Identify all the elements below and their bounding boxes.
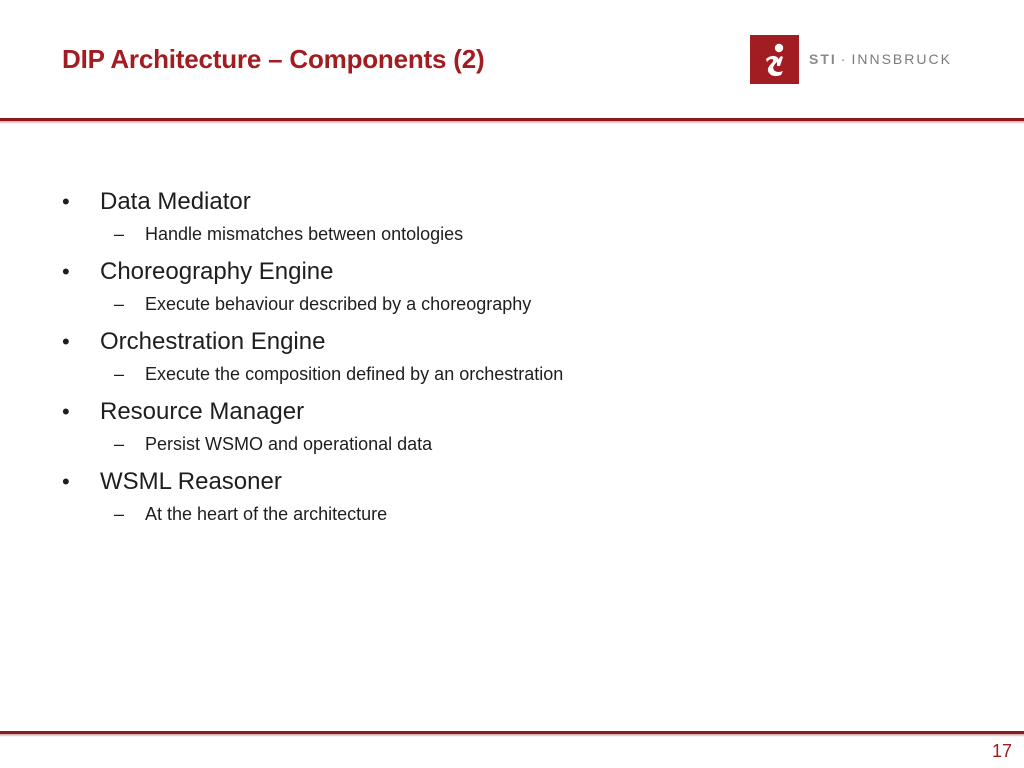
sub-bullet-marker: – bbox=[114, 224, 125, 244]
sub-bullet-text: At the heart of the architecture bbox=[145, 504, 388, 524]
bullet-list bbox=[62, 186, 962, 536]
sub-bullet-text: Execute behaviour described by a choreography bbox=[145, 294, 532, 314]
header-divider-shadow bbox=[0, 121, 1024, 124]
list-item bbox=[62, 466, 962, 526]
logo-separator: · bbox=[840, 51, 848, 67]
slide-title: DIP Architecture – Components (2) bbox=[62, 44, 485, 74]
footer-divider-shadow bbox=[0, 734, 1024, 737]
bullet-level-2 bbox=[114, 502, 962, 526]
logo-brand-text: STI bbox=[809, 51, 837, 67]
sub-bullet-marker: – bbox=[114, 434, 125, 454]
bullet-text: Data Mediator bbox=[100, 188, 251, 215]
bullet-level-1 bbox=[62, 466, 962, 498]
list-item bbox=[62, 186, 962, 246]
bullet-marker: • bbox=[62, 189, 70, 214]
sti-innsbruck-logo bbox=[750, 34, 952, 84]
bullet-text: Choreography Engine bbox=[100, 258, 334, 285]
bullet-level-1 bbox=[62, 396, 962, 428]
sub-bullet-text: Execute the composition defined by an orchestration bbox=[145, 364, 564, 384]
bullet-level-2 bbox=[114, 222, 962, 246]
bullet-marker: • bbox=[62, 259, 70, 284]
logo-location-text: INNSBRUCK bbox=[851, 51, 952, 67]
sub-bullet-marker: – bbox=[114, 294, 125, 314]
bullet-level-2 bbox=[114, 292, 962, 316]
page-number: 17 bbox=[991, 741, 1012, 761]
bullet-marker: • bbox=[62, 469, 70, 494]
list-item bbox=[62, 256, 962, 316]
list-item bbox=[62, 326, 962, 386]
bullet-level-1 bbox=[62, 326, 962, 358]
bullet-marker: • bbox=[62, 399, 70, 424]
sub-bullet-marker: – bbox=[114, 504, 125, 524]
bullet-marker: • bbox=[62, 329, 70, 354]
sub-bullet-marker: – bbox=[114, 364, 125, 384]
bullet-level-2 bbox=[114, 362, 962, 386]
bullet-text: Orchestration Engine bbox=[100, 328, 326, 355]
logo-wordmark bbox=[809, 51, 952, 67]
bullet-level-2 bbox=[114, 432, 962, 456]
bullet-level-1 bbox=[62, 256, 962, 288]
sti-logo-mark-icon bbox=[750, 35, 799, 84]
bullet-level-1 bbox=[62, 186, 962, 218]
bullet-text: WSML Reasoner bbox=[100, 468, 282, 495]
list-item bbox=[62, 396, 962, 456]
sub-bullet-text: Handle mismatches between ontologies bbox=[145, 224, 464, 244]
sub-bullet-text: Persist WSMO and operational data bbox=[145, 434, 433, 454]
bullet-text: Resource Manager bbox=[100, 398, 305, 425]
